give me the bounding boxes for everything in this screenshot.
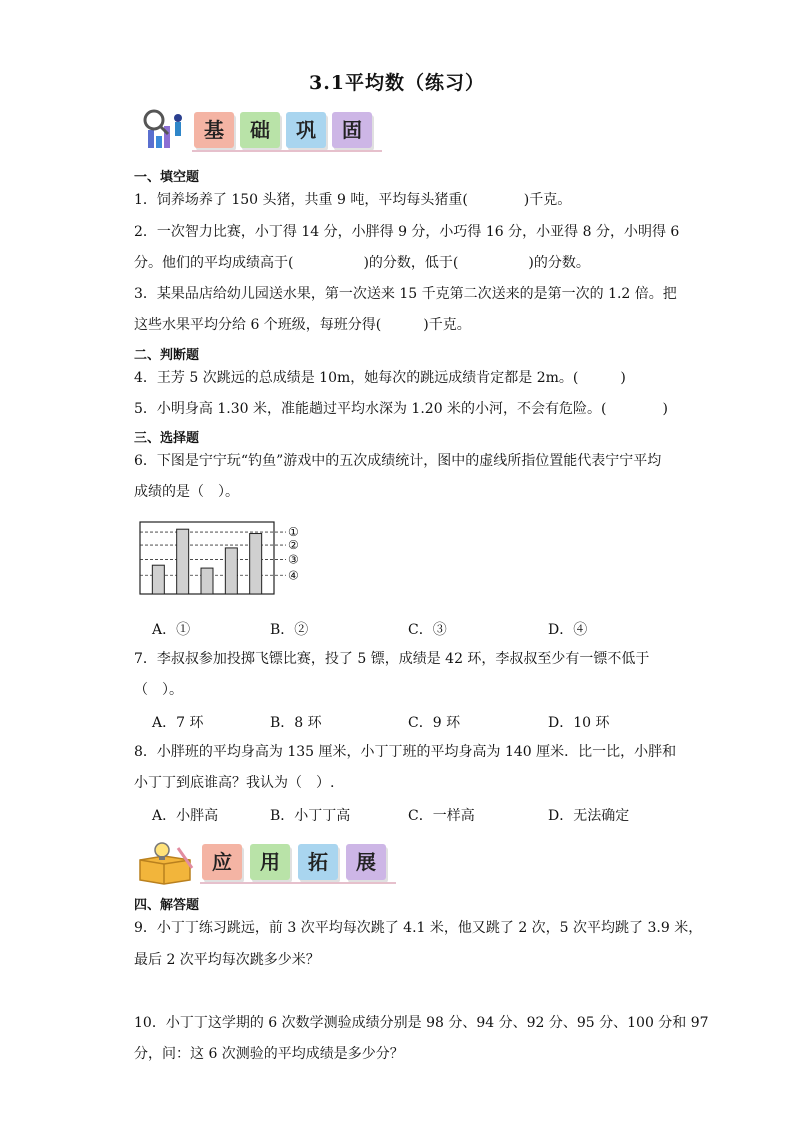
question-8-line-2: 小丁丁到底谁高？我认为（ ）.	[134, 775, 335, 791]
bar-3	[201, 568, 213, 594]
q8-option-b[interactable]: B．小丁丁高	[270, 808, 351, 824]
banner-tile: 巩	[286, 112, 326, 148]
bar-1	[152, 565, 164, 594]
q6-option-d[interactable]: D．④	[548, 622, 588, 638]
q6-option-c[interactable]: C．③	[408, 622, 447, 638]
q7-option-c[interactable]: C．9 环	[408, 715, 461, 731]
bar-5	[250, 534, 262, 594]
question-7-line-1: 7．李叔叔参加投掷飞镖比赛，投了 5 镖，成绩是 42 环，李叔叔至少有一镖不低于	[134, 651, 650, 667]
reference-label-3: ③	[288, 552, 299, 567]
q6-option-b[interactable]: B．②	[270, 622, 309, 638]
q7-option-b[interactable]: B．8 环	[270, 715, 322, 731]
question-9-line-2: 最后 2 次平均每次跳多少米？	[134, 952, 320, 968]
reference-label-2: ②	[288, 538, 299, 553]
question-5: 5．小明身高 1.30 米，准能趟过平均水深为 1.20 米的小河，不会有危险。( )	[134, 401, 668, 417]
question-4: 4．王芳 5 次跳远的总成绩是 10m，她每次的跳远成绩肯定都是 2m。( )	[134, 370, 626, 386]
section-banner-basic	[134, 108, 374, 152]
question-2-line-2: 分。他们的平均成绩高于( )的分数，低于( )的分数。	[134, 255, 590, 271]
banner-tile: 应	[202, 844, 242, 880]
section-heading: 三、选择题	[134, 431, 200, 446]
lightbulb-box-icon	[134, 840, 196, 886]
banner-tile: 基	[194, 112, 234, 148]
section-heading: 一、填空题	[134, 170, 200, 185]
banner-tile: 固	[332, 112, 372, 148]
q8-option-c[interactable]: C．一样高	[408, 808, 475, 824]
page-title: 3.1平均数（练习）	[308, 72, 486, 94]
question-10-line-2: 分，问：这 6 次测验的平均成绩是多少分？	[134, 1046, 404, 1062]
question-9-line-1: 9．小丁丁练习跳远，前 3 次平均每次跳了 4.1 米，他又跳了 2 次，5 次平均跳了 3.9 米，	[134, 920, 703, 936]
question-6-line-2: 成绩的是（ ）。	[134, 484, 239, 500]
bar-4	[225, 548, 237, 594]
section-banner-extension	[134, 840, 394, 884]
banner-underline	[200, 882, 396, 884]
banner-tile: 础	[240, 112, 280, 148]
score-bar-chart	[138, 520, 318, 598]
question-7-line-2: （ ）。	[134, 682, 183, 698]
banner-tile: 拓	[298, 844, 338, 880]
banner-tile: 展	[346, 844, 386, 880]
section-heading: 四、解答题	[134, 898, 200, 913]
question-3-line-1: 3．某果品店给幼儿园送水果，第一次送来 15 千克第二次送来的是第一次的 1.2 倍。把	[134, 286, 677, 302]
q7-option-a[interactable]: A．7 环	[152, 715, 204, 731]
question-3-line-2: 这些水果平均分给 6 个班级，每班分得( )千克。	[134, 317, 471, 333]
question-10-line-1: 10．小丁丁这学期的 6 次数学测验成绩分别是 98 分、94 分、92 分、95 分、100 分和 97	[134, 1015, 709, 1031]
magnifier-chart-icon	[134, 108, 190, 152]
question-6-line-1: 6．下图是宁宁玩“钓鱼”游戏中的五次成绩统计，图中的虚线所指位置能代表宁宁平均	[134, 453, 662, 469]
q7-option-d[interactable]: D．10 环	[548, 715, 610, 731]
banner-underline	[192, 150, 382, 152]
question-1: 1．饲养场养了 150 头猪，共重 9 吨，平均每头猪重( )千克。	[134, 192, 572, 208]
reference-label-1: ①	[288, 525, 299, 540]
question-8-line-1: 8．小胖班的平均身高为 135 厘米，小丁丁班的平均身高为 140 厘米．比一比，小胖和	[134, 744, 677, 760]
q8-option-d[interactable]: D．无法确定	[548, 808, 630, 824]
section-heading: 二、判断题	[134, 348, 200, 363]
q6-option-a[interactable]: A．①	[152, 622, 191, 638]
reference-label-4: ④	[288, 568, 299, 583]
q8-option-a[interactable]: A．小胖高	[152, 808, 219, 824]
bar-2	[177, 529, 189, 594]
question-2-line-1: 2．一次智力比赛，小丁得 14 分，小胖得 9 分，小巧得 16 分，小亚得 8 分，小明得 6	[134, 224, 680, 240]
banner-tile: 用	[250, 844, 290, 880]
